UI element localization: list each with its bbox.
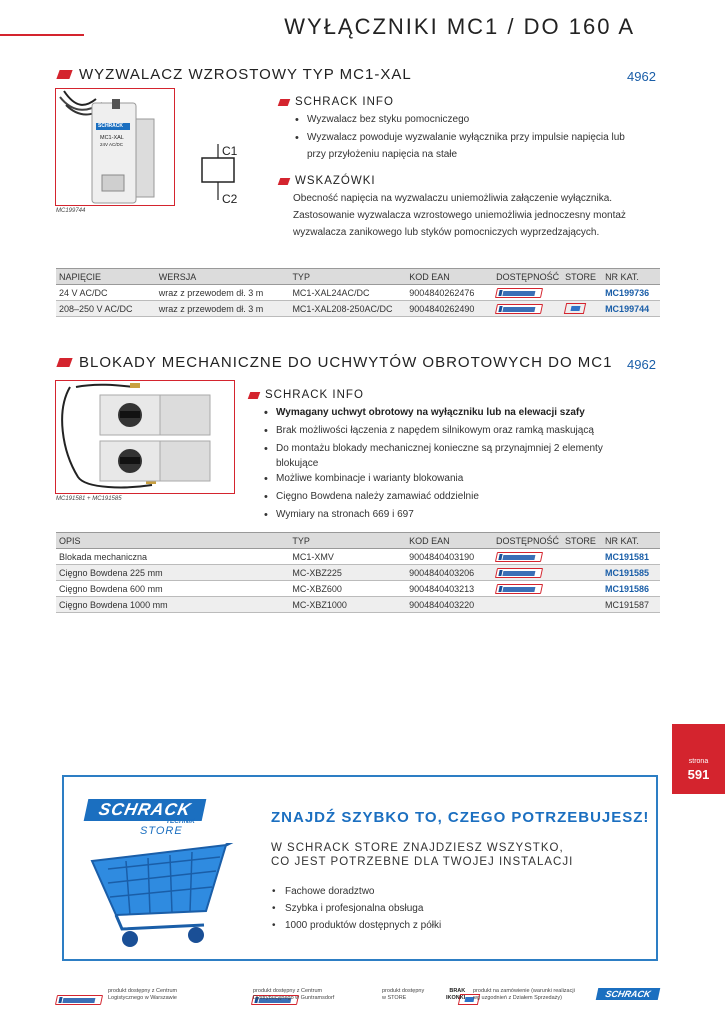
info-bullet: • Wyzwalacz powoduje wyzwalanie wyłącznika przy impulsie napięcia lub xyxy=(293,129,625,147)
legend-warsaw xyxy=(108,988,177,1002)
info-bullet-list xyxy=(262,404,603,458)
catalog-number: MC191587 xyxy=(602,597,660,613)
info-bullet: • Wymiary na stronach 669 i 697 xyxy=(262,506,479,524)
catalog-number-link[interactable]: MC191581 xyxy=(602,549,660,565)
schrack-logo: SCHRACK xyxy=(84,799,207,821)
column-header: DOSTĘPNOŚĆ xyxy=(493,533,562,549)
footer-schrack-logo: SCHRACK xyxy=(596,988,661,1000)
cell-store xyxy=(562,581,602,597)
catalog-number-link[interactable]: MC191585 xyxy=(602,565,660,581)
promo-bullet-list xyxy=(269,883,441,934)
truck-availability-icon xyxy=(495,568,543,578)
red-marker-icon xyxy=(56,358,72,367)
column-header: KOD EAN xyxy=(406,533,493,549)
table-row xyxy=(56,549,660,565)
cell-availability xyxy=(493,549,562,565)
truck-availability-icon xyxy=(495,288,543,298)
info-bullet: • Brak możliwości łączenia z napędem silnikowym oraz ramką maskującą xyxy=(262,422,603,440)
column-header: NR KAT. xyxy=(602,533,660,549)
truck-availability-icon xyxy=(495,552,543,562)
cell-voltage: 24 V AC/DC xyxy=(56,285,156,301)
tips-heading-text: WSKAZÓWKI xyxy=(295,175,376,187)
legend-text: produkt dostępny z Centrum xyxy=(253,988,323,994)
legend-badge-text: IKONKI xyxy=(446,995,466,1001)
shopping-cart-icon xyxy=(86,843,236,953)
tips-paragraph xyxy=(293,190,626,241)
cell-type: MC1-XAL208-250AC/DC xyxy=(289,301,406,317)
cell-version: wraz z przewodem dł. 3 m xyxy=(156,285,290,301)
device-voltage-label: 24V AC/DC xyxy=(100,142,124,147)
xal-device-illustration xyxy=(56,89,175,206)
cell-ean: 9004840403190 xyxy=(406,549,493,565)
cell-store xyxy=(562,597,602,613)
section-title: WYZWALACZ WZROSTOWY TYP MC1-XAL xyxy=(79,66,412,83)
column-header: WERSJA xyxy=(156,269,290,285)
cell-availability xyxy=(493,285,562,301)
promo-bullet: • Szybka i profesjonalna obsługa xyxy=(269,900,441,917)
tips-line: Zastosowanie wyzwalacza wzrostowego uniemożliwia jednoczesny montaż xyxy=(293,210,626,221)
image-caption: MC199744 xyxy=(56,208,86,214)
product-table-blokady xyxy=(56,532,660,613)
cell-ean: 9004840403206 xyxy=(406,565,493,581)
device-brand-label: SCHRACK xyxy=(98,123,123,129)
store-promo-box xyxy=(62,775,658,961)
product-table-xal xyxy=(56,268,660,317)
red-marker-icon xyxy=(278,99,291,106)
legend-text: Dystrybucyjnego w Guntramsdorf xyxy=(253,995,335,1001)
device-model-label: MC1-XAL xyxy=(100,135,124,141)
promo-subtitle-line: W SCHRACK STORE ZNAJDZIESZ WSZYSTKO, xyxy=(271,842,564,854)
promo-subtitle-line: CO JEST POTRZEBNE DLA TWOJEJ INSTALACJI xyxy=(271,856,574,868)
info-bullet: • Cięgno Bowdena należy zamawiać oddzielnie xyxy=(262,488,479,506)
column-header: DOSTĘPNOŚĆ xyxy=(493,269,562,285)
cell-store xyxy=(562,301,602,317)
image-caption: MC191581 + MC191585 xyxy=(56,496,122,502)
cell-type: MC1-XAL24AC/DC xyxy=(289,285,406,301)
cell-availability xyxy=(493,301,562,317)
catalog-number-link[interactable]: MC199744 xyxy=(602,301,660,317)
promo-title: ZNAJDŹ SZYBKO TO, CZEGO POTRZEBUJESZ! xyxy=(271,809,650,826)
interlock-illustration xyxy=(56,381,235,494)
page-number: 591 xyxy=(687,767,710,782)
truck-availability-icon xyxy=(495,304,543,314)
truck-warsaw-icon xyxy=(55,995,103,1005)
column-header: NAPIĘCIE xyxy=(56,269,156,285)
cell-description: Cięgno Bowdena 225 mm xyxy=(56,565,289,581)
cell-description: Cięgno Bowdena 1000 mm xyxy=(56,597,289,613)
tips-line: wyzwalacza zanikowego lub styków pomocniczych wyprzedzających. xyxy=(293,227,600,238)
catalog-number-link[interactable]: MC199736 xyxy=(602,285,660,301)
promo-bullet: • Fachowe doradztwo xyxy=(269,883,441,900)
cell-ean: 9004840403213 xyxy=(406,581,493,597)
table-header-row xyxy=(56,533,660,549)
info-bullet: • Do montażu blokady mechanicznej konieczne są przynajmniej 2 elementy xyxy=(262,440,603,458)
info-heading-text: SCHRACK INFO xyxy=(265,389,364,401)
truck-availability-icon xyxy=(495,584,543,594)
red-marker-icon xyxy=(248,392,261,399)
column-header: NR KAT. xyxy=(602,269,660,285)
table-row xyxy=(56,581,660,597)
section-number: 4962 xyxy=(627,357,656,372)
info-bullet: • Wymagany uchwyt obrotowy na wyłączniku lub na elewacji szafy xyxy=(262,404,603,422)
product-image-blokady xyxy=(55,380,235,494)
header-accent-rule xyxy=(0,34,84,36)
cell-type: MC-XBZ600 xyxy=(289,581,406,597)
product-image-xal xyxy=(55,88,175,206)
info-heading-text: SCHRACK INFO xyxy=(295,96,394,108)
terminal-label-c1: C1 xyxy=(222,144,238,158)
section-heading-blokady xyxy=(58,354,612,371)
info-bullet-continuation: blokujące xyxy=(276,458,319,469)
catalog-number-link[interactable]: MC191586 xyxy=(602,581,660,597)
column-header: TYP xyxy=(289,533,406,549)
red-marker-icon xyxy=(56,70,72,79)
cell-type: MC-XBZ1000 xyxy=(289,597,406,613)
red-marker-icon xyxy=(278,178,291,185)
page-title: WYŁĄCZNIKI MC1 / DO 160 A xyxy=(284,14,635,39)
cell-voltage: 208–250 V AC/DC xyxy=(56,301,156,317)
cell-ean: 9004840262490 xyxy=(406,301,493,317)
table-row xyxy=(56,301,660,317)
column-header: STORE xyxy=(562,533,602,549)
cell-ean: 9004840262476 xyxy=(406,285,493,301)
legend-text: Logistycznego w Warszawie xyxy=(108,995,177,1001)
cell-availability xyxy=(493,597,562,613)
legend-no-icon-badge xyxy=(446,988,465,1002)
section-heading-xal xyxy=(58,66,412,83)
schrack-logo-sub: TECHNIK xyxy=(166,818,195,825)
cell-description: Cięgno Bowdena 600 mm xyxy=(56,581,289,597)
page-tab-label: strona xyxy=(688,758,709,765)
legend-guntramsdorf xyxy=(253,988,334,1002)
schrack-info-heading xyxy=(249,389,364,401)
cell-ean: 9004840403220 xyxy=(406,597,493,613)
legend-text: w STORE xyxy=(382,995,407,1001)
section-title: BLOKADY MECHANICZNE DO UCHWYTÓW OBROTOWYCH DO MC1 xyxy=(79,354,613,371)
cell-availability xyxy=(493,581,562,597)
cell-store xyxy=(562,549,602,565)
store-cart-icon xyxy=(564,303,586,314)
legend-text: produkt dostępny z Centrum xyxy=(108,988,178,994)
table-header-row xyxy=(56,269,660,285)
promo-bullet: • 1000 produktów dostępnych z półki xyxy=(269,917,441,934)
section-number: 4962 xyxy=(627,69,656,84)
column-header: STORE xyxy=(562,269,602,285)
column-header: OPIS xyxy=(56,533,289,549)
table-row xyxy=(56,285,660,301)
tips-heading xyxy=(279,175,376,187)
cell-type: MC1-XMV xyxy=(289,549,406,565)
info-bullet-continuation: przy przyłożeniu napięcia na stałe xyxy=(307,149,458,160)
page-number-tab xyxy=(672,724,725,794)
column-header: KOD EAN xyxy=(406,269,493,285)
legend-text: produkt dostępny xyxy=(382,988,425,994)
schrack-info-heading xyxy=(279,96,394,108)
column-header: TYP xyxy=(289,269,406,285)
legend-badge-text: BRAK xyxy=(449,988,466,994)
terminal-label-c2: C2 xyxy=(222,192,238,206)
legend-text: produkt na zamówienie (warunki realizacji xyxy=(473,988,575,994)
cell-type: MC-XBZ225 xyxy=(289,565,406,581)
table-row xyxy=(56,597,660,613)
promo-subtitle xyxy=(271,841,573,869)
info-bullet-list xyxy=(293,111,625,147)
legend-text: wg uzgodnień z Działem Sprzedaży) xyxy=(473,995,562,1001)
cell-version: wraz z przewodem dł. 3 m xyxy=(156,301,290,317)
cell-availability xyxy=(493,565,562,581)
legend-store xyxy=(382,988,424,1002)
cell-store xyxy=(562,285,602,301)
table-row xyxy=(56,565,660,581)
info-bullet-list xyxy=(262,470,479,524)
legend-on-order xyxy=(473,988,575,1002)
cell-store xyxy=(562,565,602,581)
info-bullet: • Możliwe kombinacje i warianty blokowania xyxy=(262,470,479,488)
store-logo-text: STORE xyxy=(140,825,183,837)
info-bullet: • Wyzwalacz bez styku pomocniczego xyxy=(293,111,625,129)
tips-line: Obecność napięcia na wyzwalaczu uniemożliwia załączenie wyłącznika. xyxy=(293,193,613,204)
cell-description: Blokada mechaniczna xyxy=(56,549,289,565)
